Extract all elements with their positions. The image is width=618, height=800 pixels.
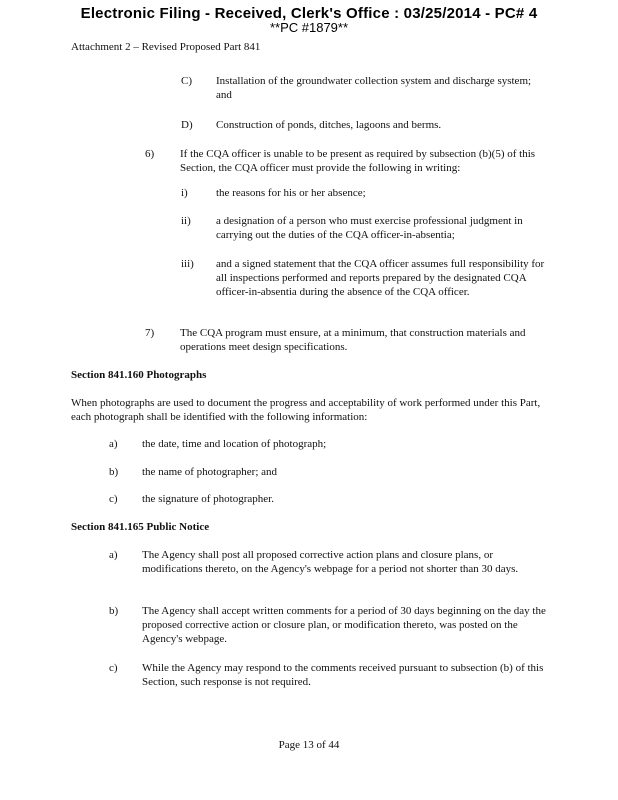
item-ii-text: a designation of a person who must exercise professional judgment in carrying out the duties of the CQA officer-in-absentia;	[216, 215, 523, 241]
photo-item-a-label: a)	[109, 438, 118, 450]
notice-item-b-label: b)	[109, 605, 119, 617]
pc-number-stamp: **PC #1879**	[269, 20, 349, 35]
item-7-text: The CQA program must ensure, at a minimum, that construction materials and operations meet design specifications.	[180, 327, 526, 353]
notice-item-a-text: The Agency shall post all proposed corrective action plans and closure plans, or modifications thereto, on the Agency's webpage for a period not shorter than 30 days.	[142, 549, 519, 575]
photo-item-b-label: b)	[109, 466, 119, 478]
item-i-label: i)	[181, 187, 188, 199]
notice-item-c-label: c)	[109, 662, 118, 674]
item-d-label: D)	[181, 119, 193, 131]
notice-item-a-label: a)	[109, 549, 118, 561]
item-i-text: the reasons for his or her absence;	[216, 187, 366, 199]
notice-item-c-text: While the Agency may respond to the comments received pursuant to subsection (b) of this Section, such response is not required.	[142, 662, 544, 688]
item-6-label: 6)	[145, 148, 155, 160]
photo-item-b-text: the name of photographer; and	[142, 466, 278, 478]
section-165-heading: Section 841.165 Public Notice	[71, 521, 210, 533]
section-160-intro: When photographs are used to document the progress and acceptability of work performed under this Part, each photograph shall be identified with the following information:	[71, 397, 541, 423]
photo-item-c-text: the signature of photographer.	[142, 493, 274, 505]
item-ii-label: ii)	[181, 215, 191, 227]
item-iii-label: iii)	[181, 258, 194, 270]
item-c-text: Installation of the groundwater collection system and discharge system; and	[216, 75, 532, 101]
section-160-heading: Section 841.160 Photographs	[71, 369, 207, 381]
item-c-label: C)	[181, 75, 192, 87]
page-number: Page 13 of 44	[278, 739, 340, 751]
item-6-text: If the CQA officer is unable to be present as required by subsection (b)(5) of this Section, the CQA officer must provide the following in writing:	[180, 148, 536, 174]
running-header: Attachment 2 – Revised Proposed Part 841	[71, 41, 261, 53]
item-iii-text: and a signed statement that the CQA officer assumes full responsibility for all inspections performed and reports prepared by the designated CQA officer-in-absentia during the absence of the CQA officer.	[216, 258, 545, 298]
photo-item-c-label: c)	[109, 493, 118, 505]
photo-item-a-text: the date, time and location of photograph;	[142, 438, 327, 450]
item-7-label: 7)	[145, 327, 155, 339]
notice-item-b-text: The Agency shall accept written comments for a period of 30 days beginning on the day the proposed corrective action or closure plan, or modification thereto, was posted on the Agency's webpage.	[142, 605, 546, 645]
filing-stamp: Electronic Filing - Received, Clerk's Office : 03/25/2014 - PC# 4	[80, 5, 538, 22]
item-d-text: Construction of ponds, ditches, lagoons and berms.	[216, 119, 442, 131]
